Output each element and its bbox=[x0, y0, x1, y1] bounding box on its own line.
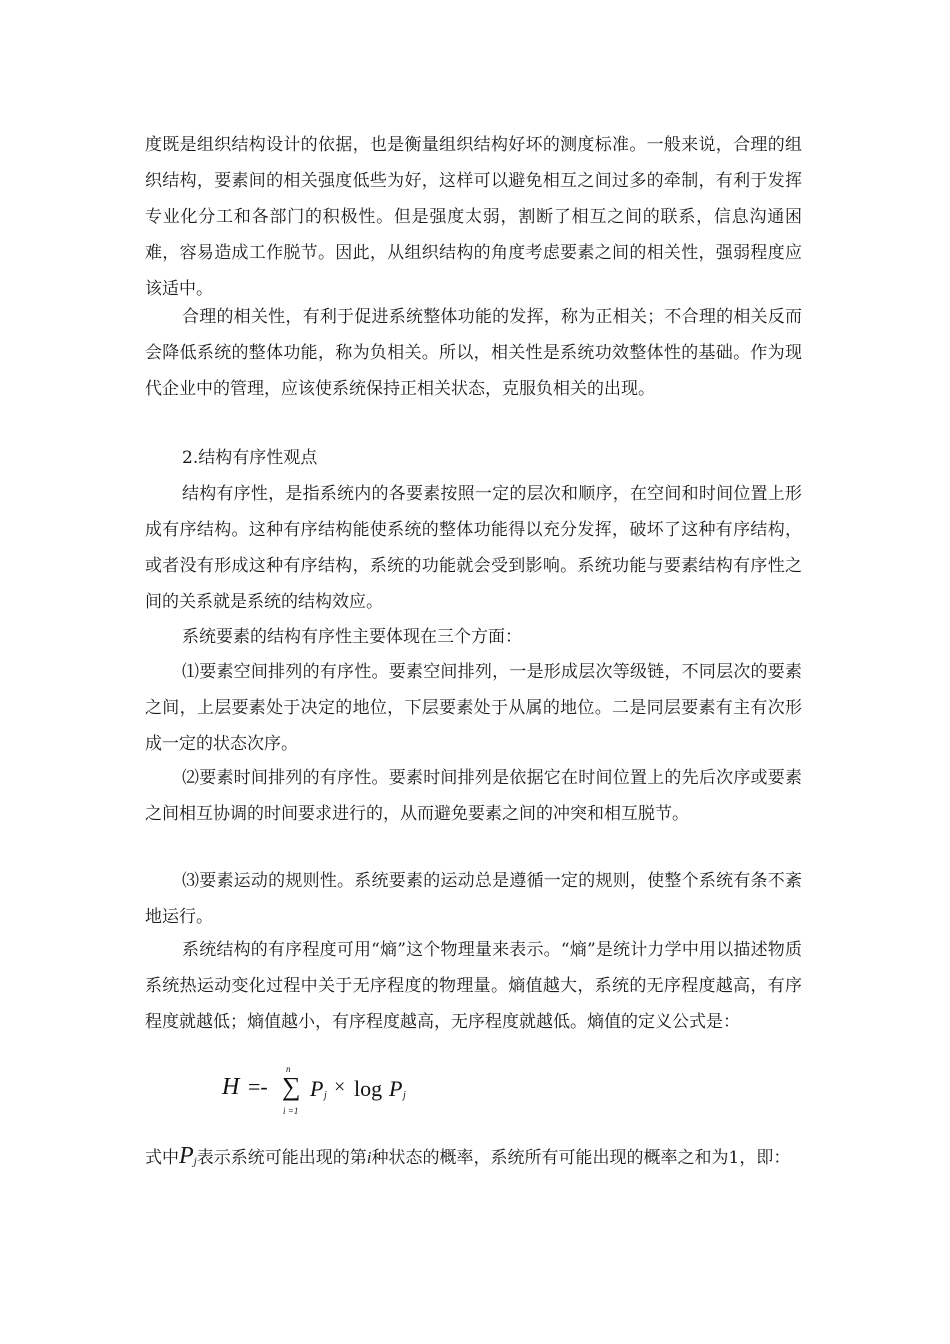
formula-sum-symbol: ∑ bbox=[282, 1072, 301, 1101]
formula-sum-upper: n bbox=[286, 1064, 291, 1074]
definition-symbol-subscript: j bbox=[193, 1157, 197, 1168]
paragraph-entropy: 系统结构的有序程度可用“熵”这个物理量来表示。“熵”是统计力学中用以描述物质系统热运动变化过程中关于无序程度的物理量。熵值越大，系统的无序程度越高，有序程度就越低；熵值越小，有序程度越高，无序程度就越低。熵值的定义公式是： bbox=[145, 940, 802, 1032]
definition-prefix: 式中 bbox=[145, 1148, 179, 1168]
paragraph-3: 结构有序性，是指系统内的各要素按照一定的层次和顺序，在空间和时间位置上形成有序结构。这种有序结构能使系统的整体功能得以充分发挥，破坏了这种有序结构，或者没有形成这种有序结构，系统的功能就会受到影响。系统功能与要素结构有序性之间的关系就是系统的结构效应。 bbox=[145, 484, 802, 612]
paragraph-2: 合理的相关性，有利于促进系统整体功能的发挥，称为正相关；不合理的相关反而会降低系统的整体功能，称为负相关。所以，相关性是系统功效整体性的基础。作为现代企业中的管理，应该使系统保持正相关状态，克服负相关的出现。 bbox=[145, 307, 802, 399]
list-item-1: ⑴要素空间排列的有序性。要素空间排列，一是形成层次等级链，不同层次的要素之间，上层要素处于决定的地位，下层要素处于从属的地位。二是同层要素有主有次形成一定的状态次序。 bbox=[145, 662, 802, 754]
list-item-2: ⑵要素时间排列的有序性。要素时间排列是依据它在时间位置上的先后次序或要素之间相互协调的时间要求进行的，从而避免要素之间的冲突和相互脱节。 bbox=[145, 768, 802, 824]
definition-suffix: 种状态的概率，系统所有可能出现的概率之和为1，即： bbox=[371, 1148, 791, 1168]
formula-p-subscript: j bbox=[324, 1090, 327, 1101]
definition-symbol-p: P bbox=[179, 1143, 194, 1169]
section-heading: 2.结构有序性观点 bbox=[182, 448, 318, 468]
paragraph-definition bbox=[145, 1138, 802, 1181]
paragraph-4: 系统要素的结构有序性主要体现在三个方面： bbox=[182, 627, 522, 647]
formula-log: log bbox=[354, 1076, 383, 1101]
formula-times: × bbox=[334, 1076, 346, 1098]
formula-sum-lower: i =1 bbox=[283, 1106, 299, 1116]
definition-middle: 表示系统可能出现的第 bbox=[196, 1148, 367, 1168]
entropy-formula bbox=[222, 1064, 462, 1124]
list-item-3: ⑶要素运动的规则性。系统要素的运动总是遵循一定的规则，使整个系统有条不紊地运行。 bbox=[145, 871, 802, 927]
formula-p: P bbox=[310, 1076, 324, 1101]
definition-index-i: i bbox=[366, 1148, 372, 1167]
formula-lhs: H bbox=[222, 1074, 240, 1100]
paragraph-1: 度既是组织结构设计的依据，也是衡量组织结构好坏的测度标准。一般来说，合理的组织结构，要素间的相关强度低些为好，这样可以避免相互之间过多的牵制，有利于发挥专业化分工和各部门的积极性。但是强度太弱，割断了相互之间的联系，信息沟通困难，容易造成工作脱节。因此，从组织结构的角度考虑要素之间的相关性，强弱程度应该适中。 bbox=[145, 135, 802, 299]
formula-p-2-subscript: j bbox=[403, 1090, 406, 1101]
formula-equals: =- bbox=[248, 1074, 268, 1099]
formula-p-2: P bbox=[389, 1076, 403, 1101]
